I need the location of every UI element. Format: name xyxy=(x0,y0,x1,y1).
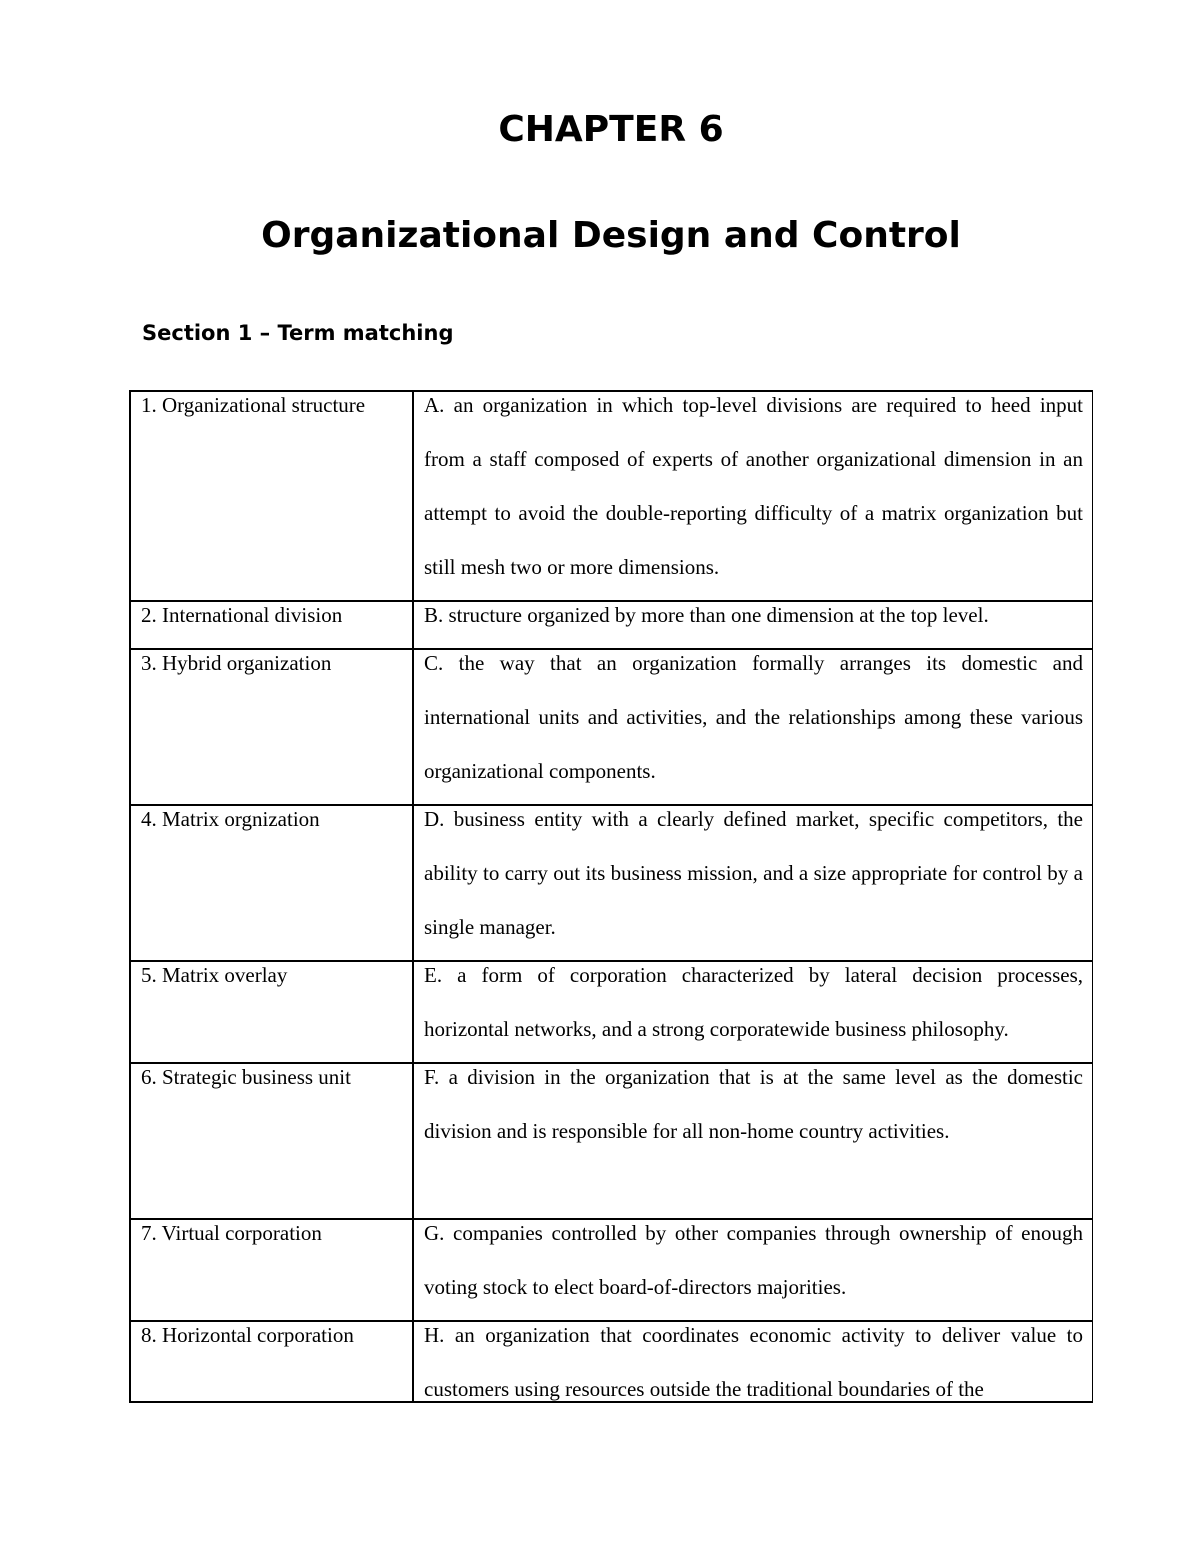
document-title: Organizational Design and Control xyxy=(261,215,961,256)
chapter-title: CHAPTER 6 xyxy=(498,109,724,150)
term-cell xyxy=(130,1219,413,1321)
term-cell xyxy=(130,961,413,1063)
table-row xyxy=(130,961,1093,1063)
term-text: 3. Hybrid organization xyxy=(141,651,332,675)
definition-cell xyxy=(413,1219,1093,1321)
definition-cell xyxy=(413,1321,1093,1403)
table-row xyxy=(130,391,1093,601)
definition-text: D. business entity with a clearly defined market, specific competitors, the ability to carry out its business mission, and a size appropriate for control by a single manager. xyxy=(424,807,1083,939)
definition-cell xyxy=(413,391,1093,601)
term-matching-table-container xyxy=(129,390,1093,1403)
table-row xyxy=(130,1063,1093,1219)
definition-cell xyxy=(413,649,1093,805)
term-text: 2. International division xyxy=(141,603,343,627)
table-row xyxy=(130,649,1093,805)
definition-cell xyxy=(413,961,1093,1063)
term-text: 5. Matrix overlay xyxy=(141,963,288,987)
definition-text: C. the way that an organization formally arranges its domestic and international units and activities, and the relationships among these various organizational components. xyxy=(424,651,1083,783)
definition-text: H. an organization that coordinates economic activity to deliver value to customers using resources outside the traditional boundaries of the xyxy=(424,1323,1083,1401)
definition-text: E. a form of corporation characterized by lateral decision processes, horizontal networks, and a strong corporatewide business philosophy. xyxy=(424,963,1083,1041)
term-text: 8. Horizontal corporation xyxy=(141,1323,354,1347)
table-row xyxy=(130,1219,1093,1321)
term-text: 7. Virtual corporation xyxy=(141,1221,322,1245)
definition-text: A. an organization in which top-level divisions are required to heed input from a staff composed of experts of another organizational dimension in an attempt to avoid the double-reporting difficulty of a matrix organization but still mesh two or more dimensions. xyxy=(424,393,1083,579)
term-cell xyxy=(130,1321,413,1403)
term-text: 4. Matrix orgnization xyxy=(141,807,320,831)
definition-cell xyxy=(413,805,1093,961)
term-cell xyxy=(130,391,413,601)
term-cell xyxy=(130,649,413,805)
term-cell xyxy=(130,805,413,961)
term-matching-table xyxy=(129,390,1093,1403)
term-text: 1. Organizational structure xyxy=(141,393,366,417)
term-cell xyxy=(130,601,413,649)
term-cell xyxy=(130,1063,413,1219)
term-text: 6. Strategic business unit xyxy=(141,1065,351,1089)
table-row xyxy=(130,1321,1093,1403)
definition-text: G. companies controlled by other companies through ownership of enough voting stock to elect board-of-directors majorities. xyxy=(424,1221,1083,1299)
definition-cell xyxy=(413,1063,1093,1219)
table-row xyxy=(130,805,1093,961)
definition-text: F. a division in the organization that is at the same level as the domestic division and is responsible for all non-home country activities. xyxy=(424,1065,1083,1143)
section-heading: Section 1 – Term matching xyxy=(142,321,454,345)
definition-text: B. structure organized by more than one dimension at the top level. xyxy=(424,603,989,627)
